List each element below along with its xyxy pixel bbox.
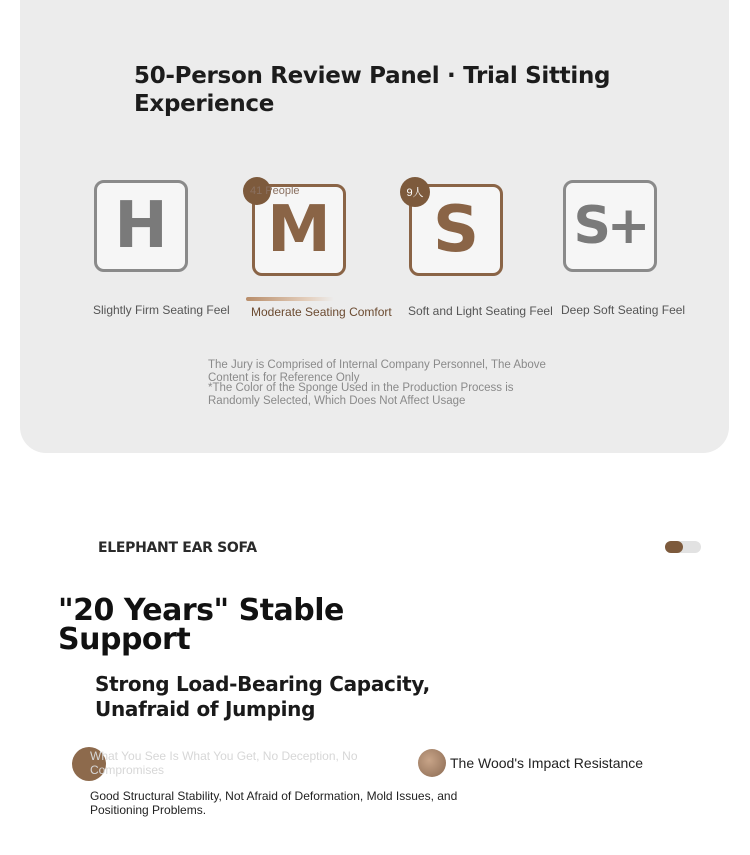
selected-underline	[246, 297, 334, 301]
s-badge: 9人	[400, 177, 430, 207]
firmness-letter-h: H	[114, 189, 168, 263]
faded-caption: What You See Is What You Get, No Deception, No Compromises	[90, 749, 358, 777]
firmness-card-s-plus	[563, 180, 657, 272]
firmness-card-h	[94, 180, 188, 272]
brand-name: ELEPHANT EAR SOFA	[98, 540, 257, 556]
carousel-toggle[interactable]	[665, 541, 701, 553]
feature-description: Good Structural Stability, Not Afraid of Deformation, Mold Issues, and Positioning Problems.	[90, 789, 458, 817]
firmness-letter-s-plus: S+	[573, 196, 647, 256]
toggle-knob	[665, 541, 683, 553]
disclaimer-sponge: *The Color of the Sponge Used in the Production Process is Randomly Selected, Which Does Not Affect Usage	[208, 382, 514, 407]
firmness-label-s: Soft and Light Seating Feel	[408, 304, 553, 318]
m-badge-count: 41 People	[250, 185, 300, 197]
panel-title: 50-Person Review Panel · Trial Sitting Experience	[134, 63, 611, 117]
firmness-letter-m: M	[267, 193, 331, 267]
firmness-label-h: Slightly Firm Seating Feel	[93, 303, 230, 317]
firmness-letter-s: S	[432, 193, 480, 267]
firmness-label-s-plus: Deep Soft Seating Feel	[561, 303, 686, 317]
feature-label: The Wood's Impact Resistance	[450, 755, 644, 771]
section-title: "20 Years" Stable Support	[58, 593, 344, 657]
wood-texture-icon	[418, 749, 446, 777]
firmness-label-m: Moderate Seating Comfort	[251, 305, 392, 319]
section-subtitle: Strong Load-Bearing Capacity, Unafraid of Jumping	[95, 672, 430, 721]
disclaimer-jury: The Jury is Comprised of Internal Company Personnel, The Above Content is for Reference Only	[208, 359, 546, 384]
